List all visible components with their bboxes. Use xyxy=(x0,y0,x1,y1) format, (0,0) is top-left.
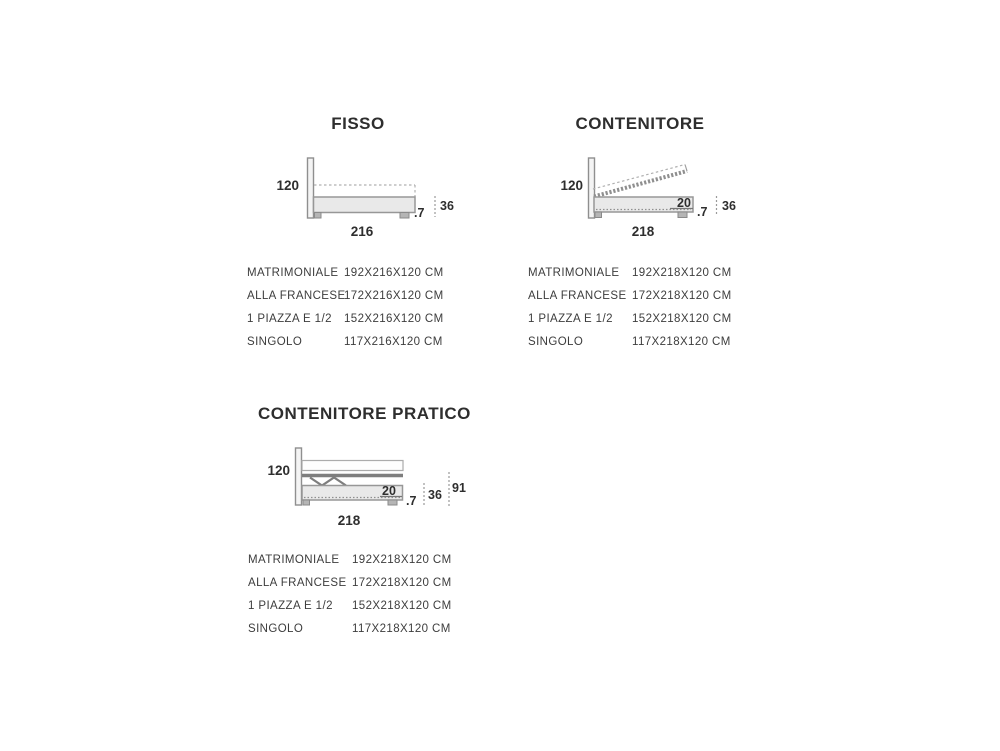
left-foot xyxy=(303,500,310,505)
size-dimensions: 152X218X120 CM xyxy=(632,312,732,325)
table-row xyxy=(248,617,452,640)
size-dimensions: 117X216X120 CM xyxy=(344,335,443,348)
scissor-lift-mechanism xyxy=(310,478,346,486)
lid-bottom-hatched-line xyxy=(594,171,687,197)
headboard xyxy=(296,448,302,505)
left-foot xyxy=(315,213,322,219)
right-foot xyxy=(388,500,397,505)
pratico-width-dim: 218 xyxy=(337,513,361,528)
pratico-height-dim: 120 xyxy=(267,463,290,478)
size-name: SINGOLO xyxy=(248,622,304,635)
pratico-foot-dim: .7 xyxy=(406,494,417,508)
size-dimensions: 192X216X120 CM xyxy=(344,267,444,280)
pratico-size-table xyxy=(248,549,452,640)
size-name: 1 PIAZZA E 1/2 xyxy=(247,312,332,325)
size-name: 1 PIAZZA E 1/2 xyxy=(248,599,333,612)
size-name: ALLA FRANCESE xyxy=(248,577,347,590)
fisso-height-dim: 120 xyxy=(276,178,299,193)
right-foot xyxy=(678,212,687,218)
pratico-open-height-dim: 91 xyxy=(452,481,466,495)
table-row xyxy=(528,330,732,353)
size-dimensions: 192X218X120 CM xyxy=(352,554,452,567)
table-row xyxy=(528,308,732,331)
size-name: MATRIMONIALE xyxy=(248,554,340,567)
size-name: MATRIMONIALE xyxy=(528,267,620,280)
size-dimensions: 172X218X120 CM xyxy=(632,290,732,303)
table-row xyxy=(247,285,444,308)
table-row xyxy=(528,285,732,308)
panel-title-fisso: FISSO xyxy=(331,114,385,133)
size-name: ALLA FRANCESE xyxy=(528,290,627,303)
left-foot xyxy=(595,212,602,218)
pratico-base-height-dim: 36 xyxy=(428,488,442,502)
panel-title-contenitore-pratico: CONTENITORE PRATICO xyxy=(258,404,471,423)
size-dimensions: 192X218X120 CM xyxy=(632,267,732,280)
size-name: ALLA FRANCESE xyxy=(247,290,346,303)
right-foot xyxy=(400,213,409,219)
lid-top-dashed-line xyxy=(593,165,685,190)
table-row xyxy=(247,262,444,285)
contenitore-base-height-dim: 36 xyxy=(722,199,736,213)
table-row xyxy=(248,595,452,618)
bed-base xyxy=(314,197,416,213)
table-row xyxy=(248,572,452,595)
contenitore-size-table xyxy=(528,262,732,353)
fisso-size-table xyxy=(247,262,444,353)
size-name: SINGOLO xyxy=(528,335,584,348)
table-row xyxy=(248,549,452,572)
size-dimensions: 152X216X120 CM xyxy=(344,312,444,325)
pratico-storage-depth-dim: 20 xyxy=(382,484,396,498)
fisso-width-dim: 216 xyxy=(350,224,374,239)
contenitore-foot-dim: .7 xyxy=(697,205,708,219)
size-dimensions: 172X216X120 CM xyxy=(344,290,444,303)
fisso-foot-dim: .7 xyxy=(414,206,425,220)
size-dimensions: 172X218X120 CM xyxy=(352,577,452,590)
table-row xyxy=(247,308,444,331)
contenitore-width-dim: 218 xyxy=(631,224,655,239)
fisso-base-height-dim: 36 xyxy=(440,199,454,213)
size-dimensions: 117X218X120 CM xyxy=(632,335,731,348)
size-dimensions: 152X218X120 CM xyxy=(352,599,452,612)
panel-title-contenitore: CONTENITORE xyxy=(575,114,705,133)
size-name: SINGOLO xyxy=(247,335,303,348)
headboard xyxy=(308,158,314,218)
contenitore-height-dim: 120 xyxy=(560,178,583,193)
contenitore-storage-depth-dim: 20 xyxy=(677,196,691,210)
raised-mattress xyxy=(302,461,403,471)
size-dimensions: 117X218X120 CM xyxy=(352,622,451,635)
table-row xyxy=(528,262,732,285)
size-name: 1 PIAZZA E 1/2 xyxy=(528,312,613,325)
size-name: MATRIMONIALE xyxy=(247,267,339,280)
table-row xyxy=(247,330,444,353)
